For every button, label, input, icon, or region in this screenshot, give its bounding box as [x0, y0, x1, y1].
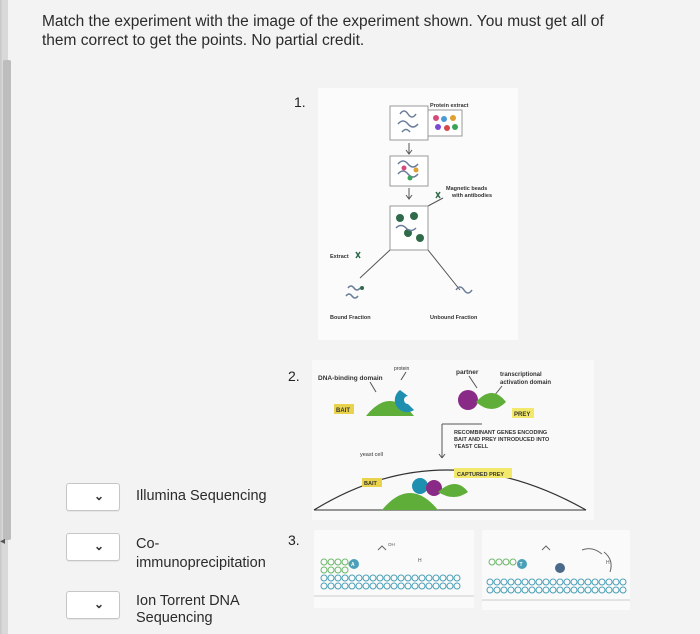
match-select-2[interactable]	[66, 533, 120, 561]
chevron-down-icon: ⌄	[94, 597, 105, 611]
figure-3-panel-left	[314, 530, 474, 608]
captured-prey-label: CAPTURED PREY	[457, 472, 505, 478]
figure-2-yeast-two-hybrid	[312, 360, 594, 520]
prey-tag-label: PREY	[514, 412, 531, 418]
tube-protein-extract	[428, 110, 462, 136]
prey-ad-shape	[476, 393, 506, 409]
prey-partner-shape	[458, 390, 478, 410]
oh-label: OH	[388, 542, 395, 547]
yeast-cell-label: yeast cell	[360, 452, 383, 458]
partner-label: partner	[456, 369, 479, 376]
tube-1	[390, 106, 428, 140]
svg-text:T: T	[519, 562, 523, 568]
figure-number-1: 1.	[294, 94, 306, 110]
recombinant-label-1: RECOMBINANT GENES ENCODING	[454, 430, 548, 436]
h-label-right: H	[606, 560, 610, 566]
chevron-down-icon: ⌄	[94, 539, 105, 553]
match-select-1[interactable]	[66, 483, 120, 511]
question-text: Match the experiment with the image of the experiment shown. You must get all of them correct to get the points. No partial credit.	[42, 13, 604, 49]
tube-2	[390, 156, 428, 186]
figure-number-2: 2.	[288, 368, 300, 384]
match-label-2: Co- immunoprecipitation	[136, 536, 266, 571]
magnetic-beads-label-1: Magnetic beads	[446, 186, 488, 192]
extract-label: Extract	[330, 254, 349, 260]
figure-3-panel-right	[482, 530, 630, 610]
chevron-down-icon: ⌄	[94, 489, 105, 503]
match-label-1: Illumina Sequencing	[136, 488, 267, 504]
tad-label-1: transcriptional	[500, 372, 542, 378]
match-label-3: Ion Torrent DNA Sequencing	[136, 593, 240, 626]
tube-3	[390, 206, 428, 250]
protein-label: protein	[394, 366, 410, 372]
bait-tag-label: BAIT	[336, 408, 350, 414]
figure-1-coip	[318, 88, 518, 340]
protein-extract-label: Protein extract	[430, 103, 469, 109]
h-label: H	[418, 558, 422, 564]
recombinant-label-2: BAIT AND PREY INTRODUCED INTO	[454, 437, 550, 443]
match-select-3[interactable]	[66, 591, 120, 619]
svg-text:A: A	[351, 562, 355, 568]
recombinant-label-3: YEAST CELL	[454, 444, 489, 450]
magnetic-beads-label-2: with antibodies	[452, 193, 493, 199]
bait-tag-2-label: BAIT	[364, 481, 377, 487]
unbound-fraction-label: Unbound Fraction	[430, 315, 478, 321]
scroll-arrow-icon[interactable]: ◂	[0, 536, 6, 547]
figure-number-3: 3.	[288, 532, 300, 548]
scrollbar-thumb[interactable]	[3, 60, 11, 540]
bound-fraction-label: Bound Fraction	[330, 315, 371, 321]
dna-binding-domain-label: DNA-binding domain	[318, 375, 383, 382]
tad-label-2: activation domain	[500, 380, 552, 386]
